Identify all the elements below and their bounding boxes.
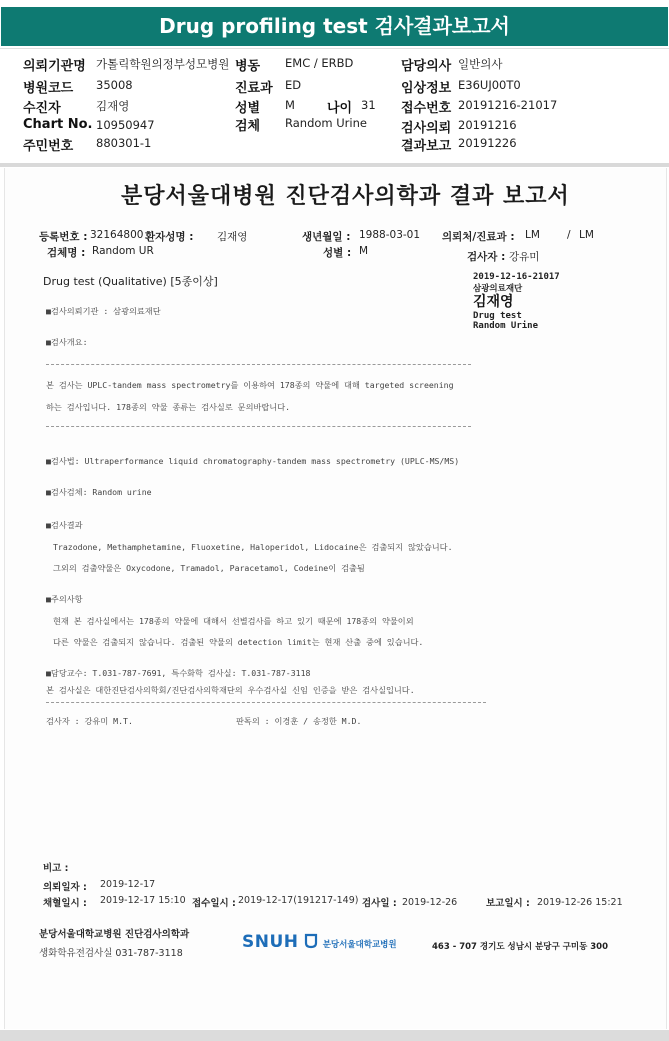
req-dept-b: LM — [579, 229, 594, 241]
req-date-value: 2019-12-17 — [100, 879, 156, 890]
note-heading: ■주의사항 — [46, 594, 83, 604]
sticker-org: 삼광의료재단 — [473, 284, 523, 294]
logo-mark-icon — [304, 933, 318, 949]
tester-value: 강유미 — [509, 251, 540, 263]
snuh-logo — [242, 932, 397, 952]
sticker-name: 김재영 — [473, 294, 514, 310]
request-value: 20191216 — [458, 118, 517, 132]
dob-value: 1988-03-01 — [359, 229, 421, 241]
dob-label: 생년월일 : — [302, 231, 351, 243]
method-line: ■검사법: Ultraperformance liquid chromatography-tandem mass spectrometry (UPLC-MS/MS) — [46, 456, 460, 466]
tester-line: 검사자 : 강유미 M.T. — [46, 716, 133, 726]
specimen-sticker — [473, 272, 560, 331]
footer-dept: 분당서울대학교병원 진단검사의학과 — [39, 929, 190, 940]
dashed-rule — [46, 364, 471, 365]
note-line-1: 현재 본 검사실에서는 178종의 약물에 대해서 선별검사를 하고 있기 때문에 178종의 약물이외 — [53, 616, 414, 626]
spec-name-label: 검체명 : — [47, 247, 86, 259]
spec-name-value: Random UR — [92, 245, 154, 257]
reg-no-value: 32164800 — [90, 229, 144, 241]
result-heading: ■검사결과 — [46, 520, 83, 530]
age-value: 31 — [361, 98, 376, 112]
scanned-report — [4, 168, 667, 1029]
report-sex-label: 성별 : — [323, 247, 352, 259]
dept-label: 진료과 — [235, 81, 273, 96]
receipt-value: 20191216-21017 — [458, 98, 558, 112]
test-name: Drug test (Qualitative) [5종이상] — [43, 275, 218, 288]
ward-label: 병동 — [235, 59, 261, 74]
collect-value: 2019-12-17 15:10 — [100, 895, 186, 906]
hospital-label: 의뢰기관명 — [23, 59, 86, 74]
overview-line-2: 하는 검사입니다. 178종의 약물 종류는 검사실로 문의바랍니다. — [46, 402, 291, 412]
doctor-label: 담당의사 — [401, 59, 452, 74]
rrn-label: 주민번호 — [23, 139, 74, 154]
request-info-panel — [0, 50, 669, 165]
patient-value: 김재영 — [96, 99, 130, 113]
ward-value: EMC / ERBD — [285, 56, 354, 70]
note-line-2: 다른 약물은 검출되지 않습니다. 검출된 약물의 detection limit는 현재 산출 중에 있습니다. — [53, 637, 424, 647]
chart-value: 10950947 — [96, 118, 155, 132]
overview-line-1: 본 검사는 UPLC-tandem mass spectrometry를 이용하여 178종의 약물에 대해 targeted screening — [46, 380, 454, 390]
test-date-label: 검사일 : — [362, 898, 397, 909]
clinical-label: 임상정보 — [401, 81, 452, 96]
report-title: 분당서울대병원 진단검사의학과 결과 보고서 — [121, 184, 570, 209]
footer-address: 463 - 707 경기도 성남시 분당구 구미동 300 — [432, 942, 609, 952]
report-date-value: 20191226 — [458, 136, 517, 150]
req-date-label: 의뢰일자 : — [43, 882, 87, 893]
sticker-specimen: Random Urine — [473, 321, 539, 331]
report-sex-value: M — [359, 245, 369, 257]
overview-heading: ■검사개요: — [46, 337, 88, 347]
rrn-value: 880301-1 — [96, 136, 152, 150]
dashed-rule — [46, 426, 471, 427]
test-date-value: 2019-12-26 — [402, 897, 458, 908]
dashed-rule — [46, 702, 486, 703]
collect-label: 채혈일시 : — [43, 898, 87, 909]
sticker-id: 2019-12-16-21017 — [473, 272, 560, 282]
logo-text: SNUH — [242, 932, 299, 952]
patient-label: 수진자 — [23, 101, 61, 116]
sex-label: 성별 — [235, 101, 261, 116]
remark-label: 비고 : — [43, 863, 69, 874]
code-label: 병원코드 — [23, 81, 74, 96]
reviewer-line: 판독의 : 이경훈 / 송정한 M.D. — [236, 716, 362, 726]
code-value: 35008 — [96, 78, 133, 92]
hospital-value: 가톨릭학원의정부성모병원 — [96, 57, 230, 71]
dept-value: ED — [285, 78, 302, 92]
sticker-test: Drug test — [473, 311, 522, 321]
contact-line: ■담당교수: T.031-787-7691, 특수화학 검사실: T.031-787-3118 — [46, 668, 311, 678]
footer-lab: 생화학유전검사실 031-787-3118 — [39, 948, 183, 959]
result-line-1: Trazodone, Methamphetamine, Fluoxetine, Haloperidol, Lidocaine은 검출되지 않았습니다. — [53, 542, 453, 552]
specimen-value: Random Urine — [285, 116, 367, 130]
report-date-label: 결과보고 — [401, 139, 452, 154]
logo-korean-name: 분당서울대학교병원 — [322, 940, 397, 950]
report-time-value: 2019-12-26 15:21 — [537, 897, 623, 908]
receive-label: 접수일시 : — [192, 898, 236, 909]
receipt-label: 접수번호 — [401, 101, 452, 116]
section-divider — [0, 163, 669, 167]
receive-value: 2019-12-17(191217-149) — [238, 895, 359, 906]
header-bar — [0, 0, 669, 49]
specimen-line: ■검사검체: Random urine — [46, 487, 152, 497]
age-label: 나이 — [327, 101, 353, 116]
report-time-label: 보고일시 : — [486, 898, 530, 909]
result-line-2: 그외의 검출약물은 Oxycodone, Tramadol, Paracetamol, Codeine이 검출됨 — [53, 563, 365, 573]
tester-label: 검사자 : — [467, 251, 506, 263]
doctor-value: 일반의사 — [458, 57, 503, 71]
req-org-line: ■검사의뢰기관 : 삼광의료재단 — [46, 306, 161, 316]
req-dept-sep: / — [567, 229, 571, 241]
req-dept-label: 의뢰처/진료과 : — [442, 231, 515, 243]
page-title: Drug profiling test 검사결과보고서 — [1, 7, 668, 46]
specimen-label: 검체 — [235, 119, 261, 134]
sex-value: M — [285, 98, 295, 112]
reg-no-label: 등록번호 : — [39, 231, 88, 243]
cert-line: 본 검사실은 대한진단검사의학회/진단검사의학재단의 우수검사실 신임 인증을 받은 검사실입니다. — [46, 685, 415, 695]
patient-name-label: 환자성명 : — [145, 231, 194, 243]
chart-label: Chart No. — [23, 117, 93, 132]
page-bottom-edge — [0, 1030, 669, 1041]
req-dept-a: LM — [525, 229, 540, 241]
clinical-value: E36UJ00T0 — [458, 78, 521, 92]
request-label: 검사의뢰 — [401, 121, 452, 136]
patient-name-value: 김재영 — [217, 231, 248, 243]
